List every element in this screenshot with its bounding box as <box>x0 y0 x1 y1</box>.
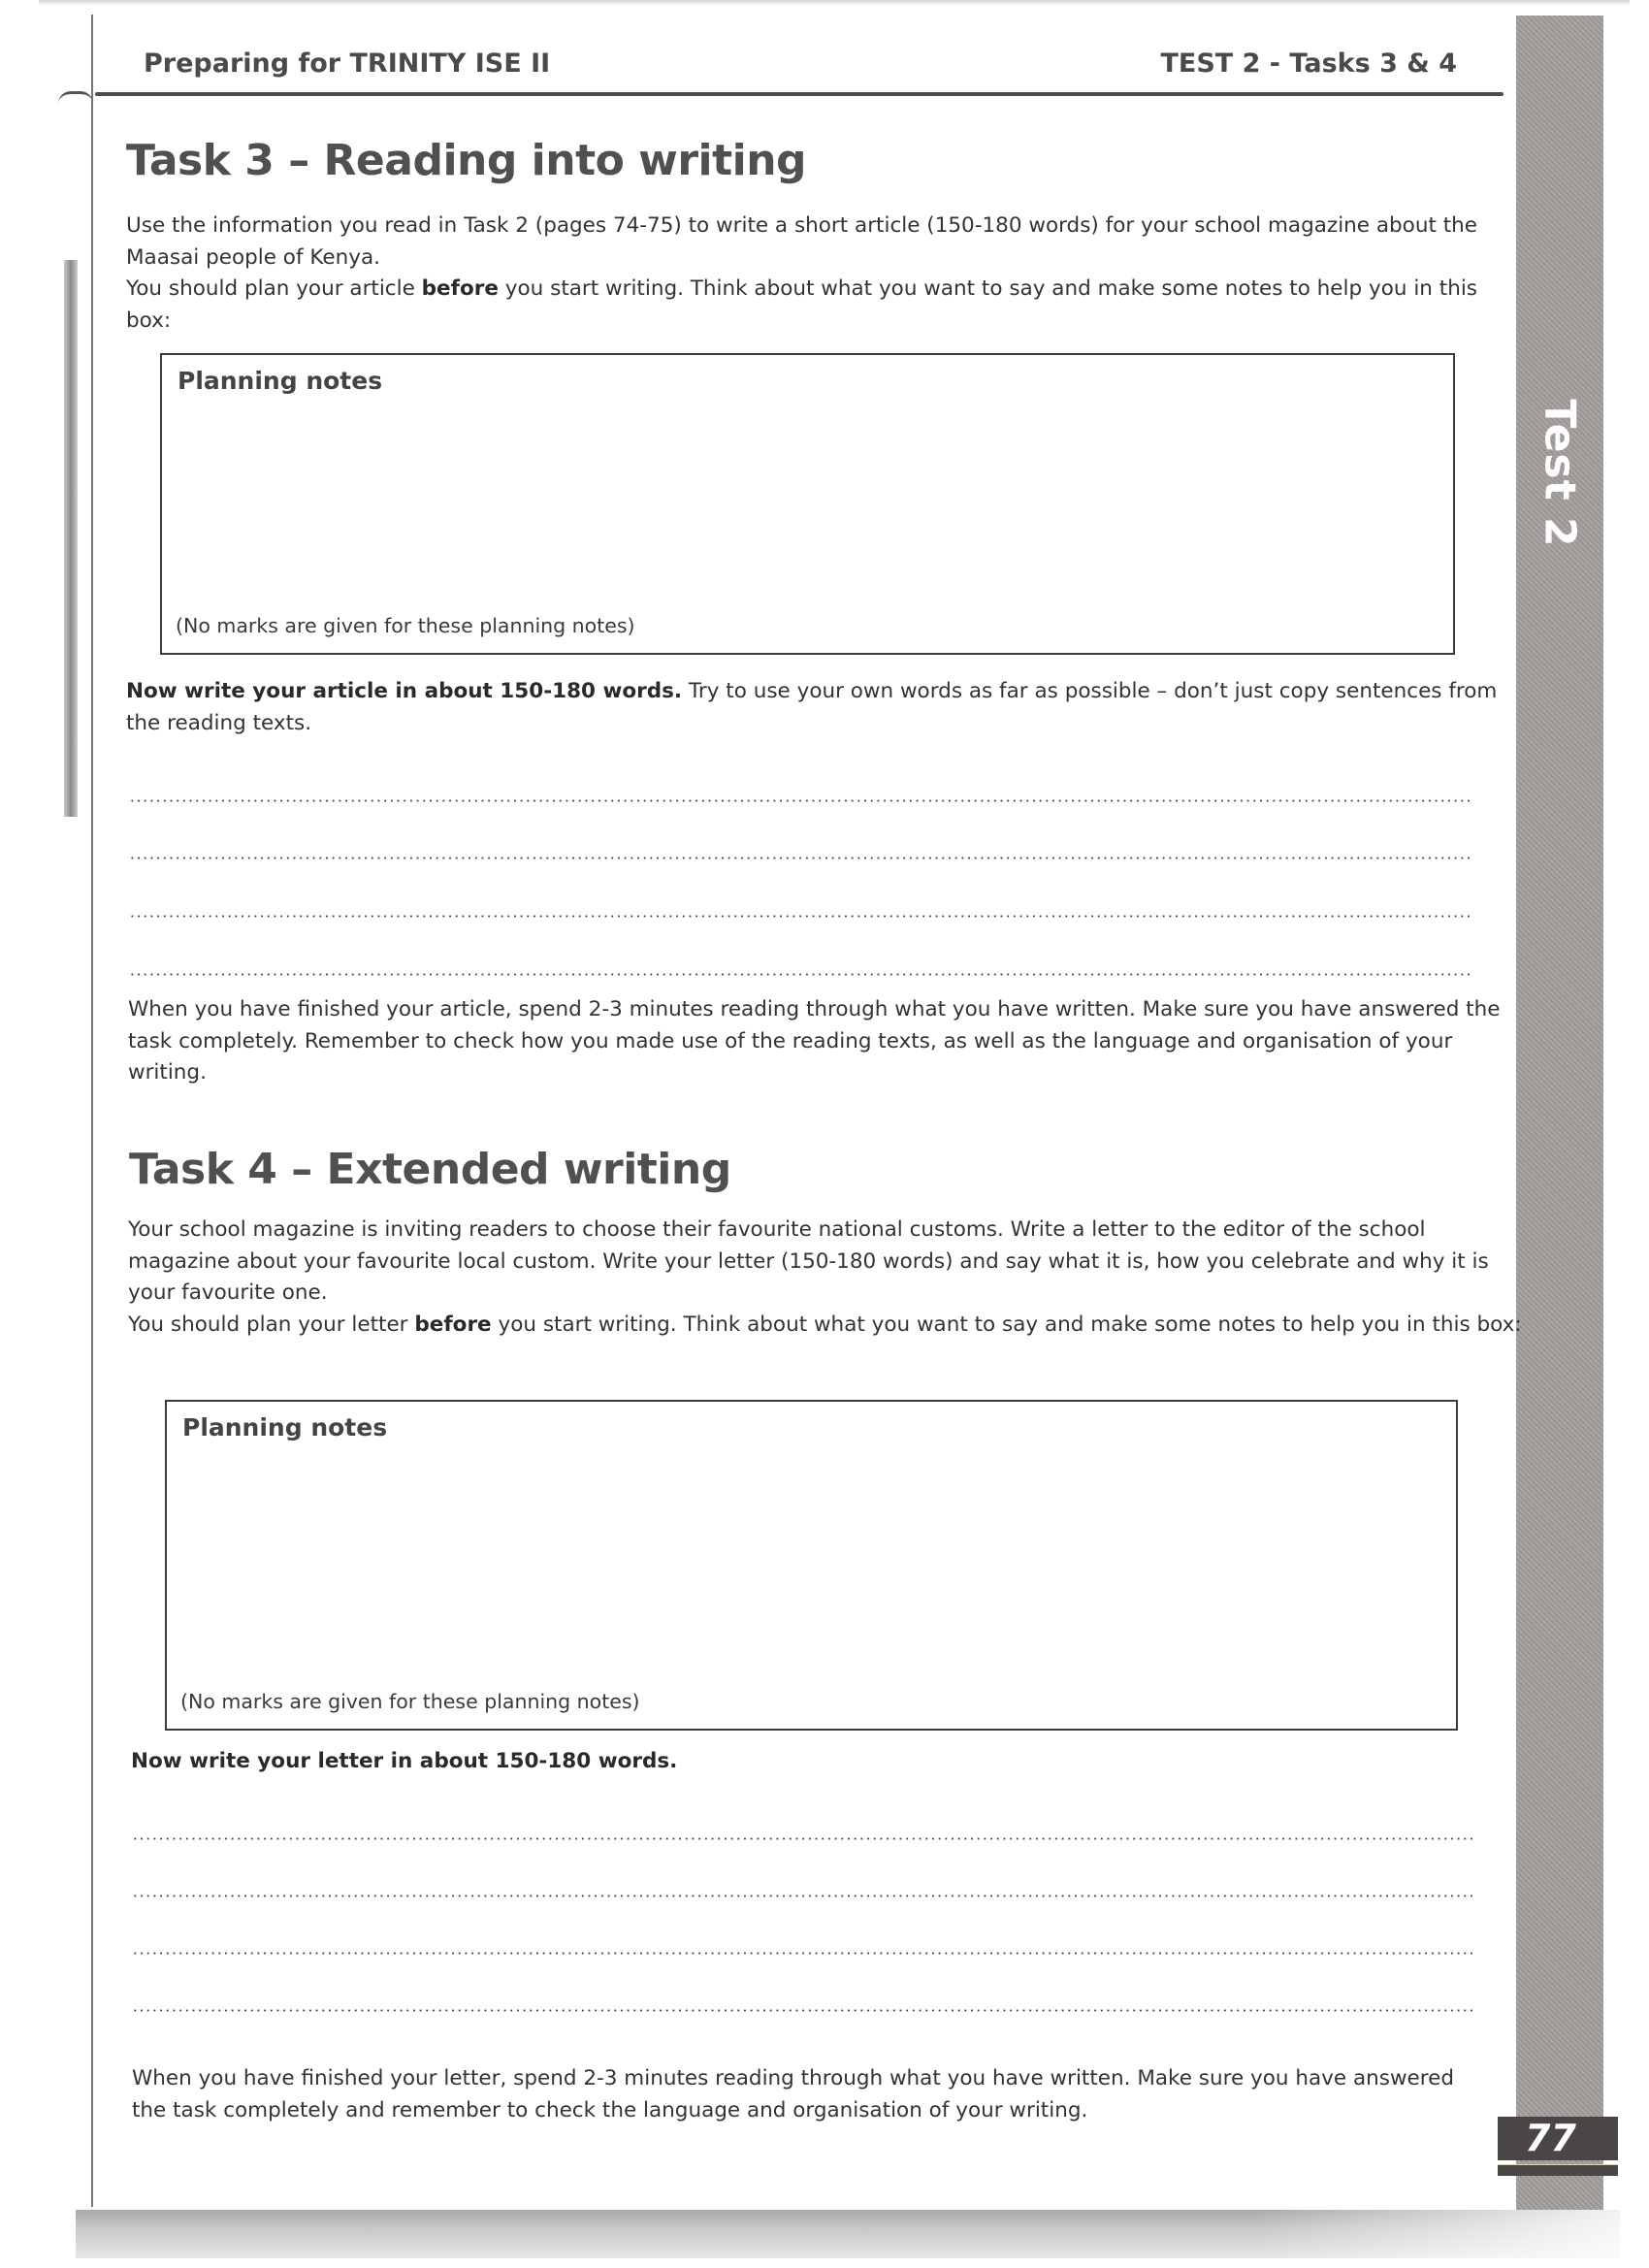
task4-write-instructions <box>131 1746 1518 1778</box>
task3-write-rest: Try to use your own words as far as possible – don’t just copy sentences from the reading texts. <box>126 679 1498 735</box>
task4-intro-2-post: you start writing. Think about what you want to say and make some notes to help you in this box: <box>491 1312 1522 1337</box>
task4-answer-line[interactable] <box>132 1895 1476 1897</box>
task3-planning-title: Planning notes <box>178 367 383 395</box>
task4-write-bold: Now write your letter in about 150-180 words. <box>131 1749 678 1773</box>
side-tab-label <box>1516 388 1603 558</box>
task4-intro-1: Your school magazine is inviting readers to choose their favourite national customs. Write a letter to the editor of the school magazine about your favourite local custom. Write your letter (150-180 words) and say what it is, how you celebrate and why it is your favourite one. <box>128 1217 1489 1305</box>
task3-answer-line[interactable] <box>129 799 1473 802</box>
header-curl-ornament <box>58 91 93 104</box>
task4-answer-line[interactable] <box>132 2009 1476 2012</box>
task3-intro <box>126 211 1513 337</box>
book-title: Preparing for TRINITY ISE II <box>144 49 551 79</box>
task3-title: Task 3 – Reading into writing <box>126 136 807 185</box>
page-number-box <box>1498 2117 1618 2160</box>
task3-answer-line[interactable] <box>129 973 1473 976</box>
task4-intro <box>128 1215 1525 1341</box>
task4-title: Task 4 – Extended writing <box>129 1145 731 1194</box>
task3-intro-1: Use the information you read in Task 2 (pages 74-75) to write a short article (150-180 words) for your school magazine about the Maasai people of Kenya. <box>126 213 1478 270</box>
side-tab-bar <box>1516 16 1603 2210</box>
task4-intro-2-bold: before <box>414 1312 492 1337</box>
section-title: TEST 2 - Tasks 3 & 4 <box>1160 49 1457 79</box>
task3-intro-2-bold: before <box>421 276 499 301</box>
task3-write-bold: Now write your article in about 150-180 words. <box>126 679 683 703</box>
task3-closing: When you have finished your article, spend 2-3 minutes reading through what you have written. Make sure you have answered the task completely. Remember to check how you made use of the reading texts, as well as the language and organisation of your writing. <box>128 997 1501 1085</box>
task3-intro-2-pre: You should plan your article <box>126 276 422 301</box>
task3-write-instructions <box>126 676 1513 739</box>
task4-closing: When you have finished your letter, spend 2-3 minutes reading through what you have written. Make sure you have answered the task completely and remember to check the language and organisation of your writing. <box>132 2066 1455 2122</box>
page-number-strip <box>1498 2164 1618 2176</box>
task4-answer-line[interactable] <box>132 1952 1476 1955</box>
task3-intro-2-post: you start writing. Think about what you want to say and make some notes to help you in this box: <box>126 276 1477 333</box>
task3-answer-line[interactable] <box>129 915 1473 918</box>
header-rule <box>95 92 1504 96</box>
side-tab-text: Test 2 <box>1535 398 1585 548</box>
task3-planning-note: (No marks are given for these planning notes) <box>176 614 635 637</box>
task4-planning-note: (No marks are given for these planning notes) <box>180 1690 640 1713</box>
scan-top-edge <box>39 0 1630 6</box>
page-edge-line <box>91 15 93 2207</box>
binding-shadow <box>64 260 78 817</box>
task4-intro-2-pre: You should plan your letter <box>128 1312 415 1337</box>
scan-bottom-shadow <box>76 2210 1620 2258</box>
task4-answer-line[interactable] <box>132 1837 1476 1840</box>
task3-planning-box[interactable] <box>160 353 1455 655</box>
task4-planning-box[interactable] <box>165 1400 1458 1731</box>
task4-planning-title: Planning notes <box>182 1413 388 1442</box>
page-number: 77 <box>1525 2117 1576 2159</box>
task3-answer-line[interactable] <box>129 857 1473 859</box>
